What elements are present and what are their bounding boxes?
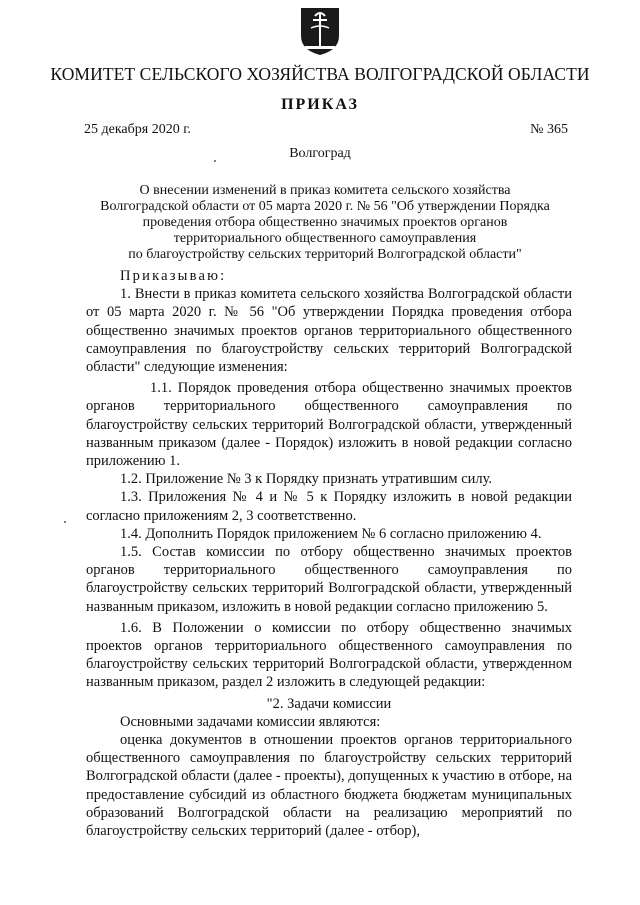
subject-line: проведения отбора общественно значимых проектов органов (142, 215, 508, 230)
document-type: ПРИКАЗ (281, 96, 359, 113)
document-number: № 365 (530, 122, 568, 137)
subject-line: территориального общественного самоуправления (173, 231, 477, 246)
volgograd-coat-of-arms-icon (299, 6, 341, 56)
paragraph-1-1: 1.1. Порядок проведения отбора общественно значимых проектов органов территориального общественного самоуправления по благоустройству сельских территорий Волгоградской области, утвержденный названным приказом (далее - Порядок) изложить в новой редакции согласно приложению 1. (86, 380, 572, 470)
subject-line: О внесении изменений в приказ комитета сельского хозяйства (139, 183, 511, 198)
scan-speck (214, 160, 216, 162)
order-word: Приказываю: (120, 268, 227, 284)
paragraph-1-6: 1.6. В Положении о комиссии по отбору общественно значимых проектов органов территориального общественного самоуправления по благоустройству сельских территорий Волгоградской области, утвержденном названным приказом, раздел 2 изложить в следующей редакции: (86, 619, 572, 691)
document-date: 25 декабря 2020 г. (84, 122, 191, 137)
organization-name: КОМИТЕТ СЕЛЬСКОГО ХОЗЯЙСТВА ВОЛГОГРАДСКОЙ ОБЛАСТИ (50, 64, 590, 84)
section-title: "2. Задачи комиссии (266, 695, 392, 712)
paragraph-1-3: 1.3. Приложения № 4 и № 5 к Порядку изложить в новой редакции согласно приложениям 2, 3 соответственно. (86, 489, 572, 524)
paragraph-1-5: 1.5. Состав комиссии по отбору общественно значимых проектов органов территориального общественного самоуправления по благоустройству сельских территорий Волгоградской области, утвержденный названным приказом, изложить в новой редакции согласно приложению 5. (86, 544, 572, 615)
subject-line: Волгоградской области от 05 марта 2020 г. № 56 "Об утверждении Порядка (100, 199, 550, 214)
task-item: оценка документов в отношении проектов органов территориального общественного самоуправления по благоустройству сельских территорий Волгоградской области (далее - проекты), допущенных к участию в отборе, на предоставление субсидий из областного бюджета бюджетам муниципальных образований Волгоградской области на реализацию мероприятий по благоустройству сельских территорий (далее - отбор), (86, 732, 572, 840)
document-body (86, 267, 572, 840)
paragraph-1-4: 1.4. Дополнить Порядок приложением № 6 согласно приложению 4. (120, 525, 542, 542)
tasks-intro: Основными задачами комиссии являются: (120, 713, 381, 730)
document-subject (80, 183, 570, 263)
scan-speck (64, 521, 66, 523)
paragraph-1-2: 1.2. Приложение № 3 к Порядку признать утратившим силу. (120, 471, 493, 488)
document-city: Волгоград (289, 146, 351, 161)
subject-line: по благоустройству сельских территорий Волгоградской области" (128, 247, 522, 262)
paragraph-1: 1. Внести в приказ комитета сельского хозяйства Волгоградской области от 05 марта 2020 г. № 56 "Об утверждении Порядка проведения отбора общественно значимых проектов органов территориального общественного самоуправления по благоустройству сельских территорий Волгоградской области" следующие изменения: (86, 286, 572, 376)
